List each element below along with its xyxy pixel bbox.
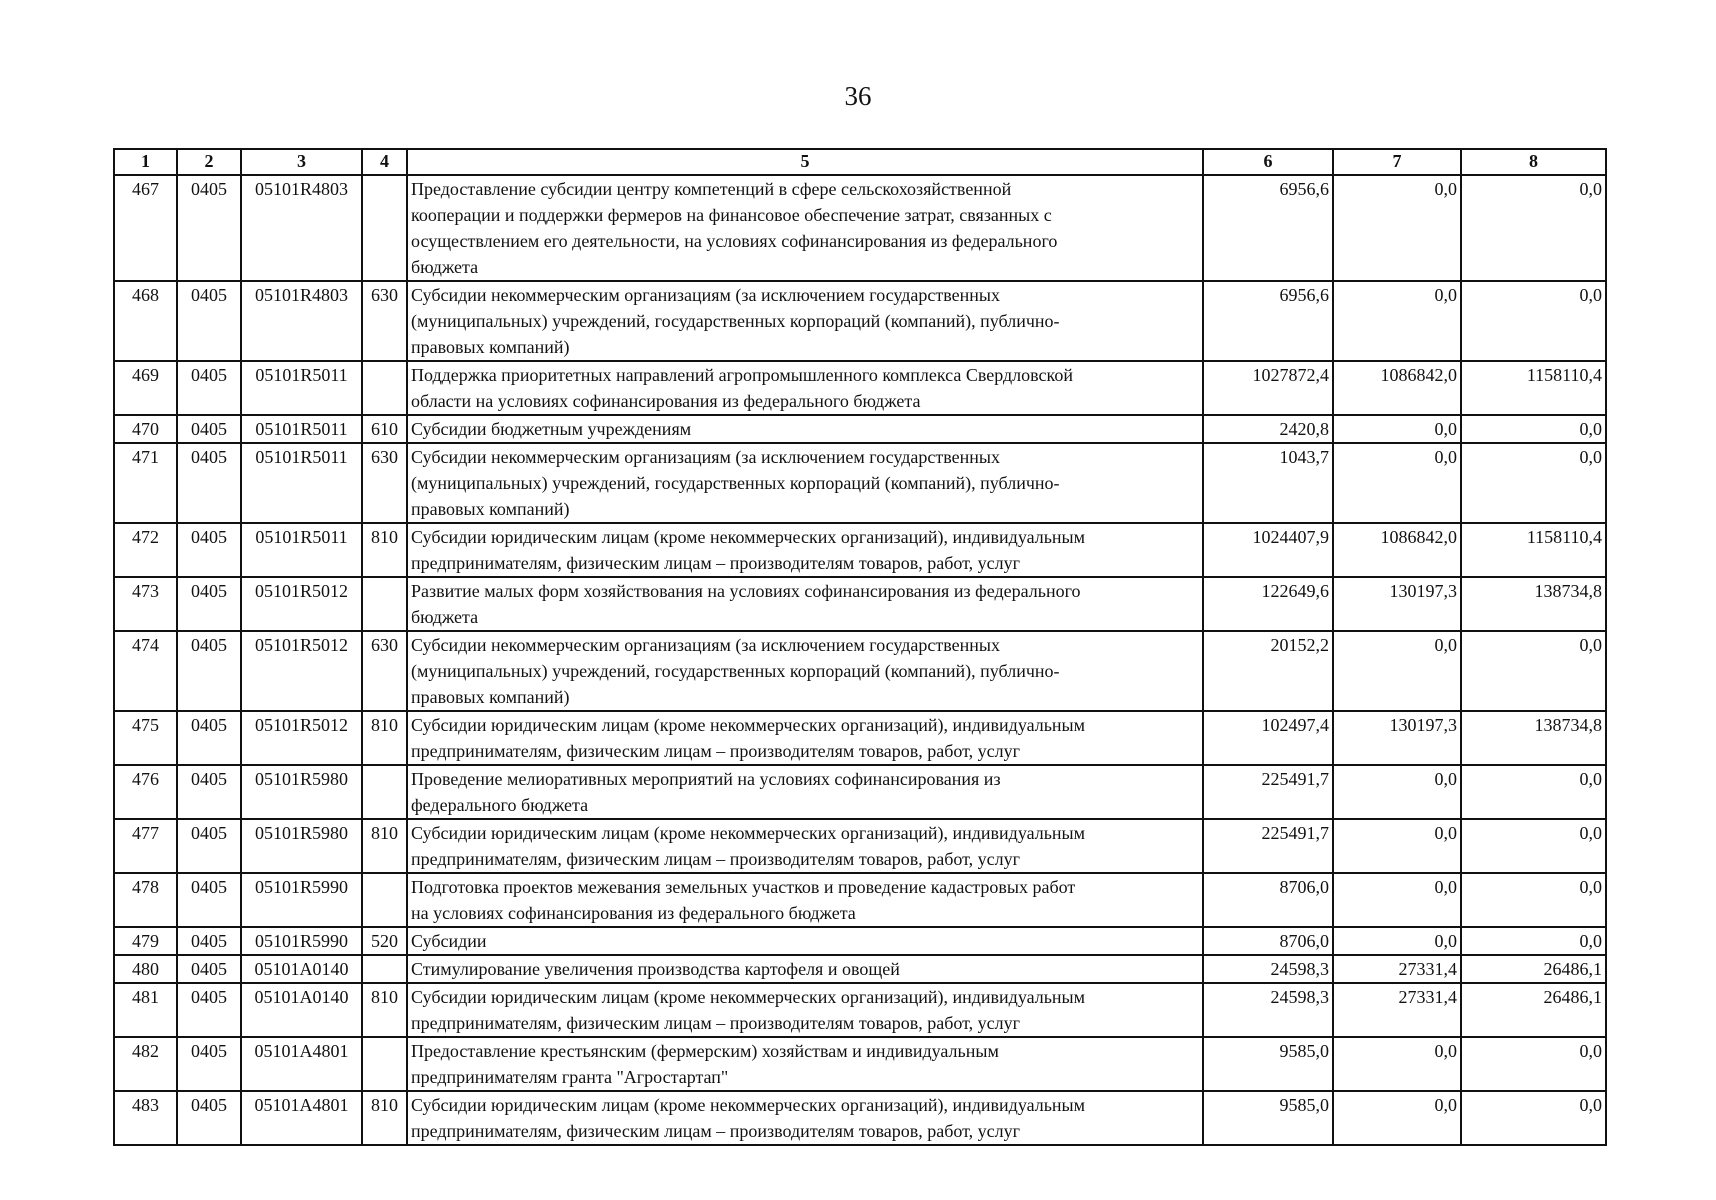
target-article-code: 05101R5980 (241, 765, 362, 819)
table-row (114, 955, 1606, 983)
section-code: 0405 (177, 281, 241, 361)
description: Субсидии юридическим лицам (кроме некоммерческих организаций), индивидуальным предпринимателям, физическим лицам – производителям товаров, работ, услуг (407, 523, 1203, 577)
amount-col-8: 0,0 (1461, 1091, 1606, 1145)
amount-col-6: 1043,7 (1203, 443, 1333, 523)
expense-type-code: 520 (362, 927, 407, 955)
expense-type-code: 630 (362, 631, 407, 711)
target-article-code: 05101R5980 (241, 819, 362, 873)
amount-col-8: 138734,8 (1461, 577, 1606, 631)
table-row (114, 175, 1606, 281)
expense-type-code: 810 (362, 523, 407, 577)
section-code: 0405 (177, 443, 241, 523)
table-row (114, 873, 1606, 927)
section-code: 0405 (177, 819, 241, 873)
amount-col-8: 0,0 (1461, 927, 1606, 955)
row-number: 473 (114, 577, 177, 631)
amount-col-6: 225491,7 (1203, 819, 1333, 873)
header-col-4: 4 (362, 149, 407, 175)
description: Предоставление крестьянским (фермерским) хозяйствам и индивидуальным предпринимателям гранта "Агростартап" (407, 1037, 1203, 1091)
description: Субсидии некоммерческим организациям (за исключением государственных (муниципальных) учреждений, государственных корпораций (компаний), публично- правовых компаний) (407, 443, 1203, 523)
expense-type-code (362, 361, 407, 415)
target-article-code: 05101R5011 (241, 523, 362, 577)
section-code: 0405 (177, 955, 241, 983)
target-article-code: 05101R5011 (241, 361, 362, 415)
table-row (114, 361, 1606, 415)
expense-type-code: 810 (362, 819, 407, 873)
amount-col-6: 6956,6 (1203, 175, 1333, 281)
expense-type-code: 810 (362, 711, 407, 765)
amount-col-7: 0,0 (1333, 443, 1461, 523)
amount-col-8: 26486,1 (1461, 983, 1606, 1037)
header-col-6: 6 (1203, 149, 1333, 175)
table-row (114, 631, 1606, 711)
target-article-code: 05101A0140 (241, 983, 362, 1037)
amount-col-8: 0,0 (1461, 1037, 1606, 1091)
description: Поддержка приоритетных направлений агропромышленного комплекса Свердловской области на условиях софинансирования из федерального бюджета (407, 361, 1203, 415)
target-article-code: 05101A4801 (241, 1037, 362, 1091)
expense-type-code: 630 (362, 281, 407, 361)
section-code: 0405 (177, 711, 241, 765)
amount-col-8: 0,0 (1461, 415, 1606, 443)
amount-col-7: 27331,4 (1333, 955, 1461, 983)
expense-type-code: 810 (362, 983, 407, 1037)
amount-col-8: 0,0 (1461, 443, 1606, 523)
amount-col-6: 20152,2 (1203, 631, 1333, 711)
section-code: 0405 (177, 1037, 241, 1091)
row-number: 480 (114, 955, 177, 983)
table-row (114, 523, 1606, 577)
amount-col-6: 1027872,4 (1203, 361, 1333, 415)
description: Субсидии (407, 927, 1203, 955)
description: Субсидии юридическим лицам (кроме некоммерческих организаций), индивидуальным предпринимателям, физическим лицам – производителям товаров, работ, услуг (407, 711, 1203, 765)
table-row (114, 1037, 1606, 1091)
section-code: 0405 (177, 765, 241, 819)
page-number: 36 (844, 81, 872, 111)
description: Развитие малых форм хозяйствования на условиях софинансирования из федерального бюджета (407, 577, 1203, 631)
amount-col-7: 130197,3 (1333, 577, 1461, 631)
amount-col-6: 9585,0 (1203, 1091, 1333, 1145)
target-article-code: 05101A4801 (241, 1091, 362, 1145)
amount-col-7: 0,0 (1333, 1091, 1461, 1145)
target-article-code: 05101R5012 (241, 711, 362, 765)
row-number: 472 (114, 523, 177, 577)
amount-col-6: 8706,0 (1203, 873, 1333, 927)
amount-col-8: 0,0 (1461, 765, 1606, 819)
amount-col-8: 0,0 (1461, 819, 1606, 873)
amount-col-7: 0,0 (1333, 631, 1461, 711)
target-article-code: 05101R5011 (241, 415, 362, 443)
table-row (114, 281, 1606, 361)
amount-col-7: 0,0 (1333, 819, 1461, 873)
amount-col-8: 0,0 (1461, 281, 1606, 361)
row-number: 469 (114, 361, 177, 415)
table-body (114, 175, 1606, 1145)
amount-col-7: 1086842,0 (1333, 361, 1461, 415)
section-code: 0405 (177, 873, 241, 927)
target-article-code: 05101A0140 (241, 955, 362, 983)
header-col-7: 7 (1333, 149, 1461, 175)
amount-col-7: 130197,3 (1333, 711, 1461, 765)
expense-type-code: 630 (362, 443, 407, 523)
section-code: 0405 (177, 523, 241, 577)
target-article-code: 05101R5012 (241, 577, 362, 631)
amount-col-6: 1024407,9 (1203, 523, 1333, 577)
header-col-1: 1 (114, 149, 177, 175)
amount-col-6: 9585,0 (1203, 1037, 1333, 1091)
header-col-2: 2 (177, 149, 241, 175)
expense-type-code (362, 873, 407, 927)
amount-col-7: 0,0 (1333, 175, 1461, 281)
row-number: 477 (114, 819, 177, 873)
amount-col-6: 122649,6 (1203, 577, 1333, 631)
expense-type-code: 610 (362, 415, 407, 443)
description: Субсидии некоммерческим организациям (за исключением государственных (муниципальных) учреждений, государственных корпораций (компаний), публично- правовых компаний) (407, 631, 1203, 711)
amount-col-6: 8706,0 (1203, 927, 1333, 955)
amount-col-8: 0,0 (1461, 631, 1606, 711)
amount-col-7: 0,0 (1333, 1037, 1461, 1091)
header-row (114, 149, 1606, 175)
table-row (114, 577, 1606, 631)
amount-col-7: 1086842,0 (1333, 523, 1461, 577)
header-col-5: 5 (407, 149, 1203, 175)
expense-type-code: 810 (362, 1091, 407, 1145)
row-number: 478 (114, 873, 177, 927)
amount-col-7: 0,0 (1333, 281, 1461, 361)
expense-type-code (362, 955, 407, 983)
row-number: 479 (114, 927, 177, 955)
section-code: 0405 (177, 983, 241, 1037)
section-code: 0405 (177, 175, 241, 281)
header-col-3: 3 (241, 149, 362, 175)
table-row (114, 443, 1606, 523)
row-number: 474 (114, 631, 177, 711)
target-article-code: 05101R5990 (241, 927, 362, 955)
table-row (114, 983, 1606, 1037)
amount-col-8: 1158110,4 (1461, 523, 1606, 577)
table-row (114, 765, 1606, 819)
amount-col-8: 138734,8 (1461, 711, 1606, 765)
description: Субсидии юридическим лицам (кроме некоммерческих организаций), индивидуальным предпринимателям, физическим лицам – производителям товаров, работ, услуг (407, 1091, 1203, 1145)
amount-col-7: 0,0 (1333, 765, 1461, 819)
row-number: 467 (114, 175, 177, 281)
description: Субсидии юридическим лицам (кроме некоммерческих организаций), индивидуальным предпринимателям, физическим лицам – производителям товаров, работ, услуг (407, 819, 1203, 873)
section-code: 0405 (177, 1091, 241, 1145)
section-code: 0405 (177, 927, 241, 955)
row-number: 475 (114, 711, 177, 765)
target-article-code: 05101R5011 (241, 443, 362, 523)
amount-col-7: 0,0 (1333, 927, 1461, 955)
description: Подготовка проектов межевания земельных участков и проведение кадастровых работ на условиях софинансирования из федерального бюджета (407, 873, 1203, 927)
section-code: 0405 (177, 577, 241, 631)
amount-col-8: 26486,1 (1461, 955, 1606, 983)
expense-type-code (362, 175, 407, 281)
target-article-code: 05101R5990 (241, 873, 362, 927)
amount-col-6: 2420,8 (1203, 415, 1333, 443)
section-code: 0405 (177, 361, 241, 415)
expense-type-code (362, 577, 407, 631)
target-article-code: 05101R4803 (241, 175, 362, 281)
amount-col-6: 6956,6 (1203, 281, 1333, 361)
expense-type-code (362, 765, 407, 819)
section-code: 0405 (177, 631, 241, 711)
amount-col-6: 24598,3 (1203, 983, 1333, 1037)
description: Субсидии бюджетным учреждениям (407, 415, 1203, 443)
row-number: 481 (114, 983, 177, 1037)
target-article-code: 05101R4803 (241, 281, 362, 361)
table-row (114, 819, 1606, 873)
amount-col-7: 27331,4 (1333, 983, 1461, 1037)
amount-col-7: 0,0 (1333, 415, 1461, 443)
description: Субсидии некоммерческим организациям (за исключением государственных (муниципальных) учреждений, государственных корпораций (компаний), публично- правовых компаний) (407, 281, 1203, 361)
budget-table (113, 148, 1607, 1146)
amount-col-6: 225491,7 (1203, 765, 1333, 819)
row-number: 471 (114, 443, 177, 523)
target-article-code: 05101R5012 (241, 631, 362, 711)
row-number: 483 (114, 1091, 177, 1145)
expense-type-code (362, 1037, 407, 1091)
table-row (114, 1091, 1606, 1145)
row-number: 470 (114, 415, 177, 443)
description: Проведение мелиоративных мероприятий на условиях софинансирования из федерального бюджета (407, 765, 1203, 819)
row-number: 476 (114, 765, 177, 819)
section-code: 0405 (177, 415, 241, 443)
description: Стимулирование увеличения производства картофеля и овощей (407, 955, 1203, 983)
table-row (114, 415, 1606, 443)
header-col-8: 8 (1461, 149, 1606, 175)
row-number: 482 (114, 1037, 177, 1091)
description: Субсидии юридическим лицам (кроме некоммерческих организаций), индивидуальным предпринимателям, физическим лицам – производителям товаров, работ, услуг (407, 983, 1203, 1037)
amount-col-6: 102497,4 (1203, 711, 1333, 765)
description: Предоставление субсидии центру компетенций в сфере сельскохозяйственной кооперации и поддержки фермеров на финансовое обеспечение затрат, связанных с осуществлением его деятельности, на условиях софинансирования из федерального бюджета (407, 175, 1203, 281)
amount-col-7: 0,0 (1333, 873, 1461, 927)
amount-col-8: 0,0 (1461, 175, 1606, 281)
amount-col-8: 1158110,4 (1461, 361, 1606, 415)
table-row (114, 711, 1606, 765)
amount-col-6: 24598,3 (1203, 955, 1333, 983)
amount-col-8: 0,0 (1461, 873, 1606, 927)
table-row (114, 927, 1606, 955)
row-number: 468 (114, 281, 177, 361)
